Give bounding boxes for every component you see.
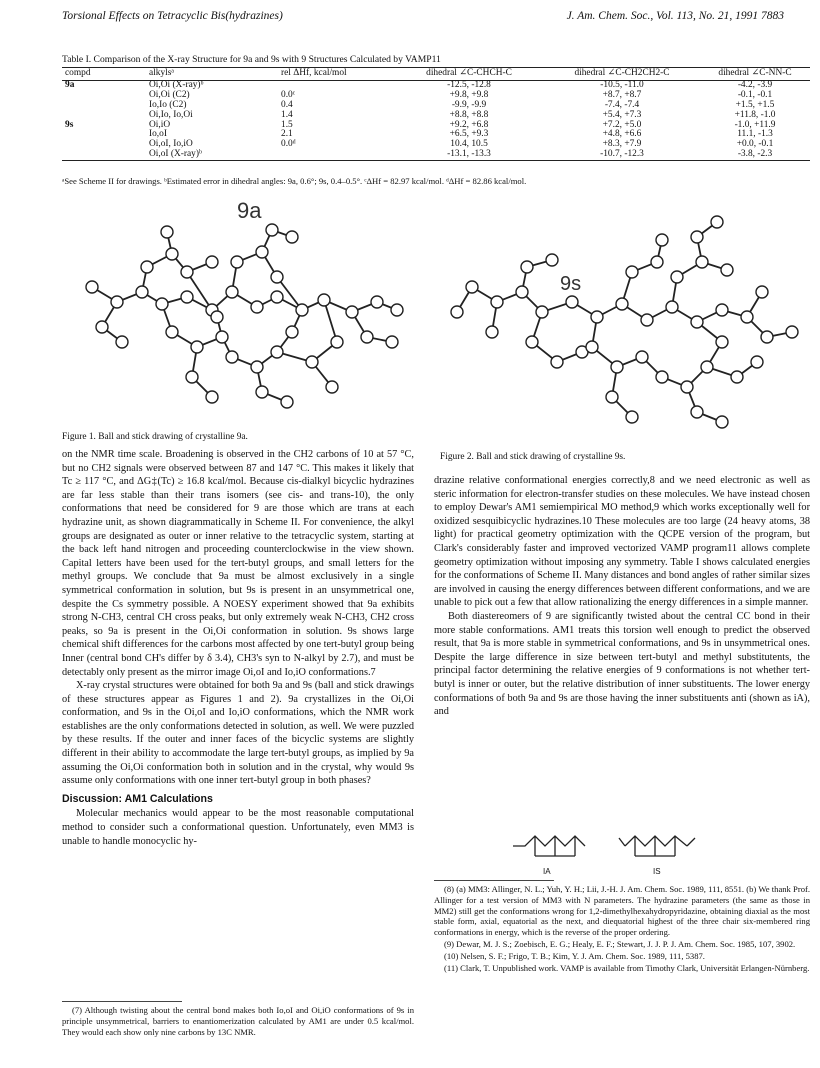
cell-alkyls: Oi,iO (149, 119, 171, 130)
col-header-compd: compd (62, 68, 146, 81)
table-caption: Table I. Comparison of the X-ray Structure for 9a and 9s with 9 Structures Calculated by VAMP11 (62, 54, 441, 65)
table-footnote: ᵃSee Scheme II for drawings. ᵇEstimated error in dihedral angles: 9a, 0.6°; 9s, 0.4–0.5°. ᶜΔHf = 82.97 kcal/mol. ᵈΔHf = 82.86 kcal/mol. (62, 176, 527, 186)
running-header-title: Torsional Effects on Tetracyclic Bis(hydrazines) (62, 10, 283, 22)
cell-rel-hf: 1.5 (281, 119, 293, 130)
cell-chch: 10.4, 10.5 (450, 139, 488, 150)
cell-compd: 9s (65, 119, 74, 130)
table-row (62, 111, 810, 121)
footnote-9: (9) Dewar, M. J. S.; Zoebisch, E. G.; Healy, E. F.; Stewart, J. J. P. J. Am. Chem. Soc. 1985, 107, 3902. (444, 938, 796, 949)
cell-compd (62, 140, 146, 150)
cell-nn: +1.5, +1.5 (735, 99, 775, 110)
cell-nn: 11.1, -1.3 (737, 129, 773, 140)
cell-ch2ch2: +5.4, +7.3 (602, 109, 642, 120)
footnote-10: (10) Nelsen, S. F.; Frigo, T. B.; Kim, Y. J. Am. Chem. Soc. 1989, 111, 5387. (444, 950, 705, 961)
cell-nn: -3.8, -2.3 (700, 150, 810, 160)
footnote-rule-left (62, 1001, 182, 1002)
cell-alkyls: Oi,Oi (X-ray)ᵇ (149, 79, 204, 90)
cell-chch: -9.9, -9.9 (451, 99, 487, 110)
cell-ch2ch2: +4.8, +6.6 (602, 129, 642, 140)
section-heading: Discussion: AM1 Calculations (62, 792, 213, 805)
right-column (434, 474, 810, 719)
table-header-row (62, 68, 810, 81)
table-1 (62, 67, 810, 161)
cell-nn: +0.0, -0.1 (736, 139, 774, 150)
cell-rel-hf (278, 80, 394, 90)
cell-chch: -12.5, -12.8 (447, 79, 491, 90)
cell-nn: -0.1, -0.1 (737, 89, 773, 100)
cell-rel-hf: 0.0ᵈ (281, 139, 296, 150)
cell-chch: +6.5, +9.3 (449, 129, 489, 140)
cell-rel-hf: 0.4 (281, 99, 293, 110)
left-paragraph-3: Molecular mechanics would appear to be the most reasonable computational method to consider such a conformational question. Unfortunately, even MM3 is unable to handle monocyclic hy- (62, 808, 414, 847)
cell-ch2ch2: +7.2, +5.0 (602, 119, 642, 130)
figure-1-ball-and-stick (62, 192, 422, 422)
cell-compd (62, 150, 146, 160)
scheme-label-is: IS (653, 867, 661, 876)
cell-nn: -1.0, +11.9 (734, 119, 776, 130)
cell-rel-hf: 1.4 (281, 109, 293, 120)
figure-2-caption: Figure 2. Ball and stick drawing of crystalline 9s. (440, 452, 626, 462)
table-row (62, 121, 810, 131)
cell-compd: 9a (65, 79, 75, 90)
left-paragraph-1: on the NMR time scale. Broadening is observed in the CH2 carbons of 10 at 57 °C, but no CH2 signals were observed between 87 and 147 °C. This makes it likely that Tc ≥ 117 °C, and ΔG‡(Tc) ≥ 16.8 kcal/mol. Because cis-dialkyl bicyclic hydrazines are far less stable than their trans isomers (see cis- and trans-10), the only conformations that need be considered for 9 are those which are trans at each hydrazine unit, as shown diagrammatically in Scheme II. For convenience, the alkyl groups are designated as outer or inner relative to the tetracyclic system, starting at the back left hand nitrogen and proceeding counterclockwise in the view shown. Capital letters have been used for the tert-butyl groups, and small letters for the methyl groups. We conclude that 9a must be almost exclusively in a single symmetrical conformation in solution, but 9s is present in an unsymmetrical one, despite the Cs symmetry possible. A NOESY experiment showed that 9a exhibits strong N-CH3, central CH cross peaks, but only extremely weak N-CH3, CH2 cross peaks, so 9a is present in the Oi,Oi conformation in solution. 9s shows large chemical shift differences for the carbons most affected by one tert-butyl group being Inner (central bond CH's differ by δ 3.4), CH3's syn to N-alkyl by 2.7), and must be detectably only present as the mirror image Oi,oI and Io,iO conformations.7 (62, 449, 414, 678)
col-header-dihedral-nn: dihedral ∠C-NN-C (700, 68, 810, 81)
figure-2-label: 9s (560, 273, 582, 295)
cell-ch2ch2: +8.3, +7.9 (602, 139, 642, 150)
figure-1-label: 9a (237, 198, 262, 223)
cell-alkyls: Io,oI (149, 129, 167, 140)
cell-compd (62, 101, 146, 111)
cell-nn: -4.2, -3.9 (737, 79, 773, 90)
scheme-ia-is (505, 822, 705, 878)
table-row (62, 150, 810, 160)
footnote-8: (8) (a) MM3: Allinger, N. L.; Yuh, Y. H.; Lii, J.-H. J. Am. Chem. Soc. 1989, 111, 8551. (b) We thank Prof. Allinger for a test version of MM3 with N parameters. The hydrazine parameters (the same as those in MM2) still get the conformations wrong for 1,2-dimethylhexahydropyridazine, obtaining diaxial as the most stable form, axial, equatorial as the next, and diequatorial highest of the three chair six-membered ring conformations in energy, which is the reverse of the proper ordering. (434, 884, 810, 938)
cell-chch: -13.1, -13.3 (394, 150, 544, 160)
left-paragraph-2: X-ray crystal structures were obtained for both 9a and 9s (ball and stick drawings of these structures appear as Figures 1 and 2). 9a crystallizes in the Oi,Oi conformation, and 9s in the Oi,oI and Io,iO conformations, which the NMR work establishes are the only conformations detected in solution, as well. We were puzzled by these results. If the outer and inner faces of the bicyclic systems are slightly different in their ability to accommodate the large tert-butyl groups, as implied by 9a assuming the Oi,Oi conformation both in solution and in the crystal, why would 9s assume only conformations with one inner tert-butyl group in both phases? (62, 680, 414, 787)
footnote-7 (62, 1005, 414, 1038)
footnote-rule-right (434, 880, 554, 881)
cell-compd (62, 130, 146, 140)
figure-2-ball-and-stick (432, 192, 812, 442)
col-header-alkyls: alkylsᵃ (146, 68, 278, 81)
cell-nn: +11.8, -1.0 (734, 109, 776, 120)
footnotes-right (434, 884, 810, 974)
cell-compd (62, 91, 146, 101)
cell-rel-hf: 2.1 (281, 129, 293, 140)
right-paragraph-1: drazine relative conformational energies correctly,8 and we need electronic as well as steric information for electron-transfer studies on these molecules. We have instead chosen to employ Dewar's AM1 semiempirical MO method,9 which works exceptionally well for oxidized sesquibicyclic hydrazines.10 These molecules are too large (24 heavy atoms, 38 light) for practical geometry optimization with the QCPE version of the program, but Clark's considerably faster and improved vectorized VAMP program11 allows complete geometry optimization without imposing any symmetry. Table I shows calculated energies for the conformations of Scheme II. Many distances and bond angles of rather similar sizes are involved in causing the energy differences between different conformations, and we are unable to pick out a few that allow rationalizing the energy differences in a simple manner. (434, 475, 810, 609)
figure-1-caption: Figure 1. Ball and stick drawing of crystalline 9a. (62, 432, 248, 442)
cell-alkyls: Oi,oI, Io,iO (149, 139, 193, 150)
cell-alkyls: Oi,Oi (C2) (149, 89, 190, 100)
cell-rel-hf (278, 150, 394, 160)
left-column (62, 448, 414, 848)
scheme-label-ia: IA (543, 867, 551, 876)
col-header-dihedral-ch2ch2: dihedral ∠C-CH2CH2-C (544, 68, 700, 81)
cell-chch: +8.8, +8.8 (449, 109, 489, 120)
cell-alkyls: Oi,Io, Io,Oi (149, 109, 193, 120)
cell-alkyls: Oi,oI (X-ray)ᵇ (146, 150, 278, 160)
running-header-journal: J. Am. Chem. Soc., Vol. 113, No. 21, 1991 7883 (566, 10, 784, 22)
col-header-dihedral-chch: dihedral ∠C-CHCH-C (394, 68, 544, 81)
cell-ch2ch2: -10.7, -12.3 (544, 150, 700, 160)
right-paragraph-2: Both diastereomers of 9 are significantly twisted about the central CC bond in their more stable conformations. AM1 treats this torsion well enough to predict the observed result, that 9a is more stable in symmetrical conformations, and 9s in unsymmetrical ones. Despite the large difference in size between tert-butyl and methyl substitutents, the principal factor determining the relative energies of 9 conformations is not whether tert-butyl is inner or outer, but the relative distribution of inner substituents. The lower energy conformations of both 9a and 9s are those having the inner substituents anti (shown as iA), and (434, 610, 810, 718)
cell-rel-hf: 0.0ᶜ (281, 89, 296, 100)
cell-ch2ch2: -10.5, -11.0 (600, 79, 644, 90)
cell-chch: +9.2, +6.8 (449, 119, 489, 130)
cell-ch2ch2: +8.7, +8.7 (602, 89, 642, 100)
cell-alkyls: Io,Io (C2) (149, 99, 187, 110)
footnote-7-text: (7) Although twisting about the central bond makes both Io,oI and Oi,iO conformations of 9s in principle unsymmetrical, barriers to enantiomerization calculated by AM1 are under 0.5 kcal/mol. They would each show only nine carbons by 13C NMR. (62, 1005, 414, 1037)
cell-chch: +9.8, +9.8 (449, 89, 489, 100)
col-header-rel-hf: rel ΔHf, kcal/mol (278, 68, 394, 81)
footnote-11: (11) Clark, T. Unpublished work. VAMP is available from Timothy Clark, Universität Erlangen-Nürnberg. (444, 962, 810, 973)
cell-compd (62, 111, 146, 121)
cell-ch2ch2: -7.4, -7.4 (604, 99, 640, 110)
